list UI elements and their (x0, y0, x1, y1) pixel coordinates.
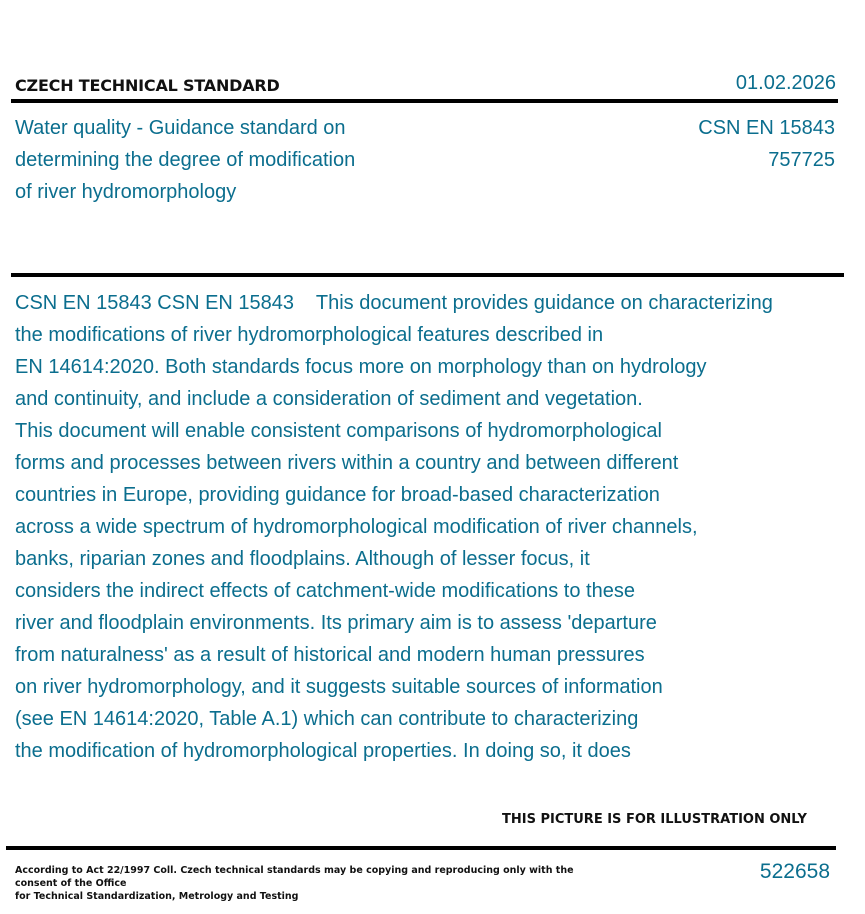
body-text-line: forms and processes between rivers within a country and between different (15, 452, 679, 474)
body-text-line: CSN EN 15843 CSN EN 15843 This document provides guidance on characterizing (15, 292, 773, 314)
body-text-line: on river hydromorphology, and it suggests suitable sources of information (15, 676, 663, 698)
document-title-line: of river hydromorphology (15, 181, 237, 203)
title-divider (11, 273, 844, 277)
body-text-line: river and floodplain environments. Its primary aim is to assess 'departure (15, 612, 657, 634)
body-text-line: from naturalness' as a result of historical and modern human pressures (15, 644, 645, 666)
standard-number: 757725 (768, 149, 835, 171)
body-text-line: (see EN 14614:2020, Table A.1) which can contribute to characterizing (15, 708, 639, 730)
body-text-line: countries in Europe, providing guidance for broad-based characterization (15, 484, 660, 506)
illustration-notice: THIS PICTURE IS FOR ILLUSTRATION ONLY (502, 812, 807, 827)
body-text-line: the modification of hydromorphological properties. In doing so, it does (15, 740, 631, 762)
standard-code: CSN EN 15843 (698, 117, 835, 139)
body-text-line: considers the indirect effects of catchment-wide modifications to these (15, 580, 635, 602)
footer-divider (6, 846, 836, 850)
header-divider (11, 99, 838, 103)
body-text-line: across a wide spectrum of hydromorphological modification of river channels, (15, 516, 698, 538)
document-id-number: 522658 (759, 860, 830, 883)
body-text-line: This document will enable consistent comparisons of hydromorphological (15, 420, 662, 442)
copyright-notice-line: for Technical Standardization, Metrology and Testing (15, 891, 299, 902)
body-text-line: banks, riparian zones and floodplains. Although of lesser focus, it (15, 548, 590, 570)
copyright-notice (15, 864, 615, 903)
publication-date: 01.02.2026 (735, 72, 836, 94)
body-text-line: the modifications of river hydromorphological features described in (15, 324, 604, 346)
document-title-line: Water quality - Guidance standard on (15, 117, 346, 139)
body-text-line: and continuity, and include a consideration of sediment and vegetation. (15, 388, 643, 410)
standard-type-label: CZECH TECHNICAL STANDARD (15, 76, 280, 95)
copyright-notice-line: According to Act 22/1997 Coll. Czech technical standards may be copying and reproducing only with the consent of the Office (15, 865, 574, 889)
body-text-line: EN 14614:2020. Both standards focus more on morphology than on hydrology (15, 356, 707, 378)
document-title-line: determining the degree of modification (15, 149, 356, 171)
